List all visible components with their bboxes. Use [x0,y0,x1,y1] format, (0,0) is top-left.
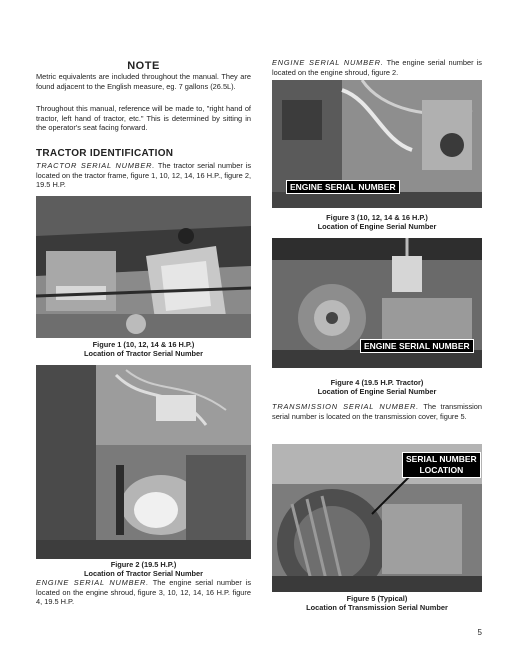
figure-2-subtitle: Location of Tractor Serial Number [83,569,204,578]
figure-5-tag-line1: SERIAL NUMBER [406,454,477,464]
figure-3-subtitle: Location of Engine Serial Number [317,222,437,231]
figure-4-subtitle: Location of Engine Serial Number [317,387,437,396]
tractor-serial-text: The tractor serial number is located on the tractor frame, figure 1, 10, 12, 14, 16 H.P., figure 2, 19.5 H.P. [36,161,252,190]
figure-5-caption [272,594,482,612]
page-number: 5 [477,628,482,637]
tractor-identification-heading: TRACTOR IDENTIFICATION [36,148,174,159]
transmission-serial-text: The transmission serial number is located on the transmission cover, figure 5. [272,402,482,421]
figure-4-caption [272,378,482,396]
figure-1-caption [36,340,251,358]
note-paragraph-metric: Metric equivalents are included throughout the manual. They are found adjacent to the English measure, eg. 7 gallons (26.5L). [36,72,251,91]
figure-5-tag-line2: LOCATION [419,465,464,475]
figure-1-title: Figure 1 (10, 12, 14 & 16 H.P.) [92,340,195,349]
figure-3-caption [272,213,482,231]
engine-serial-lead-right: ENGINE SERIAL NUMBER. [272,58,384,67]
engine-serial-text-right: The engine serial number is located on the engine shroud, figure 2. [272,58,483,77]
figure-5-subtitle: Location of Transmission Serial Number [306,603,448,612]
figure-2-caption [36,560,251,578]
figure-2-photo [36,365,251,559]
engine-serial-paragraph-right [272,58,482,77]
transmission-serial-paragraph [272,402,482,421]
figure-4-serial-tag: ENGINE SERIAL NUMBER [360,339,474,353]
figure-3-serial-tag: ENGINE SERIAL NUMBER [286,180,400,194]
engine-serial-paragraph-left [36,578,251,607]
figure-5-title: Figure 5 (Typical) [346,594,408,603]
figure-1-photo [36,196,251,338]
note-paragraph-orientation: Throughout this manual, reference will be made to, "right hand of tractor, left hand of tractor, etc." This is determined by sitting in the operator's seat facing forward. [36,104,251,133]
engine-serial-text-left: The engine serial number is located on the engine shroud, figure 3, 10, 12, 14, 16 H.P. figure 4, 19.5 H.P. [36,578,252,607]
tractor-serial-paragraph [36,161,251,190]
transmission-serial-lead: TRANSMISSION SERIAL NUMBER. [272,402,419,411]
engine-serial-lead-left: ENGINE SERIAL NUMBER. [36,578,150,587]
figure-3-title: Figure 3 (10, 12, 14 & 16 H.P.) [326,213,428,222]
figure-2-title: Figure 2 (19.5 H.P.) [110,560,177,569]
figure-1-subtitle: Location of Tractor Serial Number [83,349,204,358]
note-heading: NOTE [127,60,160,72]
tractor-serial-lead: TRACTOR SERIAL NUMBER. [36,161,156,170]
figure-4-title: Figure 4 (19.5 H.P. Tractor) [330,378,424,387]
figure-5-serial-tag [402,452,481,478]
